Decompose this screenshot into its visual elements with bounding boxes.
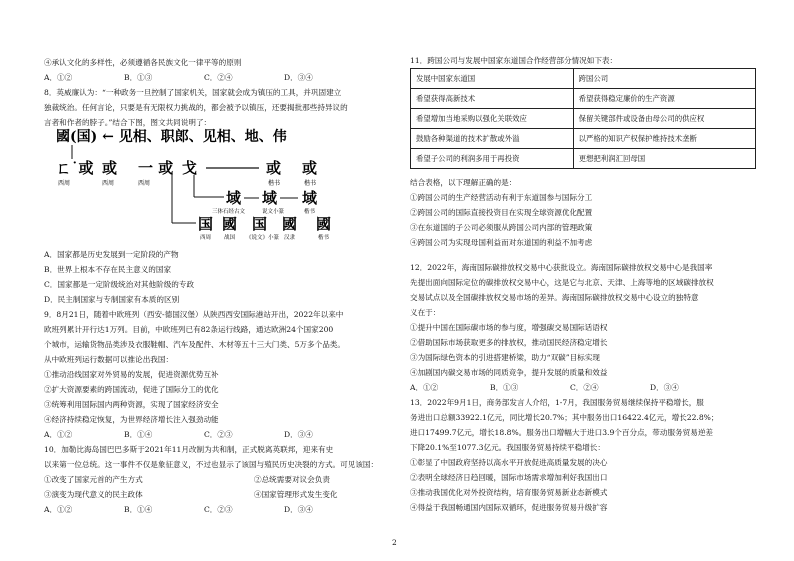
q9-item-3: ③统筹利用国际国内两种资源，实现了国家经济安全	[44, 400, 219, 409]
table-header-mnc: 跨国公司	[573, 69, 755, 89]
table-row	[411, 109, 756, 129]
q12-option-c[interactable]: C．②④	[570, 383, 599, 392]
q9-stem-line2: 欧班列累计开行达1万列。目前，中欧班列已有82条运行线路，通达欧洲24个国家200	[44, 325, 334, 334]
q12-item-1: ①提升中国在国际碳市场的参与度，增强碳交易国际话语权	[410, 323, 608, 332]
q13-stem-line3: 进口17499.7亿元，增长18.8%。服务出口增幅大于进口3.9个百分点，带动服务贸易逆差	[410, 428, 714, 437]
q10-stem-line2: 以来第一位总统。这一事件不仅是象征意义，不过也显示了该国与殖民历史决裂的方式。可见该国：	[44, 460, 379, 469]
fig-chain1-char-4: 戈	[182, 159, 198, 177]
q10-item-4: ④国家管理形式发生变化	[254, 490, 338, 499]
q13-item-1: ①彰显了中国政府坚持以高水平开放促进高质量发展的决心	[410, 458, 608, 467]
q8-option-a[interactable]: A．国家都是历史发展到一定阶段的产物	[44, 250, 179, 259]
fig-chain1-label-6: 楷书	[304, 180, 317, 187]
q10-option-b[interactable]: B．①④	[124, 505, 153, 514]
fig-chain2-char-1: 域	[226, 189, 242, 207]
q10-item-2: ②总统需要对议会负责	[254, 475, 330, 484]
q9-option-d[interactable]: D．③④	[284, 430, 313, 439]
q10-item-1: ①改变了国家元首的产生方式	[44, 475, 143, 484]
fig-chain3-char-1: 国	[198, 215, 214, 233]
q12-stem-line3: 交易试点以及全国碳排放权交易市场的差异。海南国际碳排放权交易中心设立的独特意	[410, 293, 699, 302]
table-cell: 保留关键部件或设备由母公司的供应权	[573, 109, 755, 129]
fig-chain1-char-3: 一 或	[138, 159, 174, 177]
table-row	[411, 149, 756, 169]
fig-chain3-char-3: 国	[252, 215, 268, 233]
table-row	[411, 89, 756, 109]
table-cell: 更想把利润汇回母国	[573, 149, 755, 169]
q9-item-4: ④经济持续稳定恢复，为世界经济增长注入强劲动能	[44, 415, 219, 424]
q9-option-c[interactable]: C．②③	[204, 430, 233, 439]
q13-item-4: ④得益于我国畅通国内国际双循环，促进服务贸易升级扩容	[410, 503, 608, 512]
q12-options	[410, 384, 730, 392]
fig-chain2-char-3: 域	[302, 189, 318, 207]
q12-item-2: ②借助国际市场获取更多的排放权，推动国民经济稳定增长	[410, 338, 608, 347]
q8-option-d[interactable]: D．民主制国家与专制国家有本质的区别	[44, 295, 180, 304]
q11-item-1: ①跨国公司的生产经营活动有利于东道国参与国际分工	[410, 193, 593, 202]
fig-chain2-label-3: 楷书	[304, 209, 316, 215]
q8-stem-line1: 8．英威廉认为：“一种政务一旦控制了国家机关，国家就会成为镇压的工具，并巩固建立	[44, 88, 342, 97]
fig-chain2-char-2: 域	[262, 189, 278, 207]
fig-chain3-label-5: 楷书	[318, 235, 330, 241]
q13-stem-line2: 务进出口总额33922.1亿元，同比增长20.7%；其中服务出口16422.4亿元，增长22.8%；	[410, 413, 719, 422]
q13-item-2: ②表明全球经济日趋回暖，国际市场需求增加利好我国出口	[410, 473, 608, 482]
q7-options	[44, 74, 364, 82]
q12-stem-line4: 义在于：	[410, 308, 441, 317]
q10-stem-line1: 10．加勒比海岛国巴巴多斯于2021年11月改制为共和制，正式脱离英联邦，迎来有史	[44, 445, 334, 454]
fig-chain1-label-2: 西周	[102, 180, 115, 187]
q10-option-a[interactable]: A．①②	[44, 505, 73, 514]
fig-chain3-char-5: 國	[316, 215, 332, 233]
table-row	[411, 129, 756, 149]
table-cell: 希望增加当地采购以强化关联效应	[411, 109, 574, 129]
fig-chain1-char-6: 或	[302, 159, 318, 177]
q8-option-c[interactable]: C．国家都是一定阶级统治对其他阶级的专政	[44, 280, 195, 289]
q11-prompt: 结合表格，以下理解正确的是：	[410, 178, 517, 187]
character-evolution-figure	[54, 127, 354, 242]
q9-options	[44, 431, 364, 439]
q12-option-a[interactable]: A．①②	[410, 383, 439, 392]
q7-option-c[interactable]: C．②④	[204, 73, 233, 82]
fig-top-line: 國(国) ← 见相、职郎、见相、地、伟	[56, 129, 287, 145]
q12-item-4: ④加剧国内碳交易市场的同质竞争，提升发展的质量和效益	[410, 368, 608, 377]
q10-options	[44, 506, 364, 514]
fig-chain3-label-2: 战国	[224, 235, 236, 241]
fig-chain3-label-4: 汉隶	[284, 235, 296, 241]
fig-chain2-label-1: 三体石经古文	[212, 209, 246, 215]
q11-item-3: ③在东道国的子公司必须服从跨国公司内部的管理政策	[410, 223, 593, 232]
page-number: 2	[392, 538, 397, 547]
fig-chain3-char-2: 國	[222, 215, 238, 233]
fig-chain1-char-5: 或	[266, 159, 282, 177]
q11-item-4: ④跨国公司为实现母国利益而对东道国的利益不加考虑	[410, 238, 593, 247]
q11-table	[410, 68, 756, 169]
q12-stem-line2: 先提出面向国际定位的碳排放权交易中心，这是它与北京、天津、上海等地的区域碳排放权	[410, 278, 714, 287]
q9-item-2: ②扩大资源要素的跨国流动，促进了国际分工的优化	[44, 385, 219, 394]
q10-items-row1	[44, 476, 464, 484]
fig-chain3-label-1: 西周	[200, 235, 212, 241]
fig-chain3-label-3: 《说文》小篆	[246, 235, 280, 241]
table-header-row	[411, 69, 756, 89]
q8-option-b[interactable]: B．世界上根本不存在民主意义的国家	[44, 265, 172, 274]
q11-intro: 11．跨国公司与发展中国家东道国合作经营部分情况如下表：	[410, 56, 618, 65]
q9-option-b[interactable]: B．①④	[124, 430, 153, 439]
table-cell: 鼓励各种渠道的技术扩散或外溢	[411, 129, 574, 149]
fig-chain1-label-5: 楷书	[268, 180, 281, 187]
q10-items-row2	[44, 491, 464, 499]
fig-chain1-char-1: ㄈ˙或	[56, 159, 94, 177]
q10-item-3: ③演变为现代意义的民主政体	[44, 490, 143, 499]
q12-stem-line1: 12．2022年，海南国际碳排放权交易中心获批设立。海南国际碳排放权交易中心是我国率	[410, 263, 713, 272]
fig-chain2-label-2: 说文小篆	[262, 209, 285, 215]
fig-chain1-label-1: 西周	[58, 180, 71, 187]
fig-chain1-char-2: 或	[102, 159, 118, 177]
q9-stem-line4: 从中欧班列运行数据可以推论出我国：	[44, 355, 174, 364]
q9-stem-line3: 个城市，运输货物品类涉及衣服鞋帽、汽车及配件、木材等五十三大门类、5万多个品类。	[44, 340, 345, 349]
q7-option-d[interactable]: D．③④	[284, 73, 313, 82]
q12-option-b[interactable]: B．①③	[490, 383, 519, 392]
table-cell: 希望获得高新技术	[411, 89, 574, 109]
q9-item-1: ①推动沿线国家对外贸易的发展，促进资源优势互补	[44, 370, 219, 379]
q10-option-d[interactable]: D．③④	[284, 505, 313, 514]
q11-item-2: ②跨国公司的国际直接投资目在实现全球资源优化配置	[410, 208, 593, 217]
table-header-host: 发展中国家东道国	[411, 69, 574, 89]
q10-option-c[interactable]: C．②③	[204, 505, 233, 514]
q9-stem-line1: 9．8月21日，随着中欧班列（西安-德国汉堡）从陕西西安国际港站开出，2022年以来中	[44, 310, 344, 319]
q9-option-a[interactable]: A．①②	[44, 430, 73, 439]
fig-chain1-label-3: 西周	[138, 180, 151, 187]
q13-item-3: ③推动我国优化对外投资结构，培育服务贸易新业态新模式	[410, 488, 608, 497]
table-cell: 希望获得稳定廉价的生产资源	[573, 89, 755, 109]
table-cell: 希望子公司的利润多用于再投资	[411, 149, 574, 169]
q12-item-3: ③为国际绿色资本的引进搭建桥梁，助力“双碳”目标实现	[410, 353, 601, 362]
q13-stem-line1: 13．2022年9月1日，商务部发言人介绍，1-7月，我国服务贸易继续保持平稳增长，服	[410, 398, 704, 407]
q7-option-b[interactable]: B．①③	[124, 73, 153, 82]
fig-chain3-char-4: 國	[282, 215, 298, 233]
q8-stem-line3: 言者和作者的脖子。”结合下图，图文共同说明了：	[44, 118, 212, 127]
q13-stem-line4: 下降20.1%至1077.3亿元。我国服务贸易持续平稳增长：	[410, 443, 605, 452]
table-cell: 以严格的知识产权保护维持技术垄断	[573, 129, 755, 149]
q8-stem-line2: 独裁统治。任何言论，只要是有无限权力挑战的，都会被予以镇压，还要揭批那些持异议的	[44, 103, 348, 112]
q12-option-d[interactable]: D．③④	[650, 383, 679, 392]
q7-item-4: ④承认文化的多样性，必须遵循各民族文化一律平等的原则	[44, 58, 242, 67]
q7-option-a[interactable]: A．①②	[44, 73, 73, 82]
